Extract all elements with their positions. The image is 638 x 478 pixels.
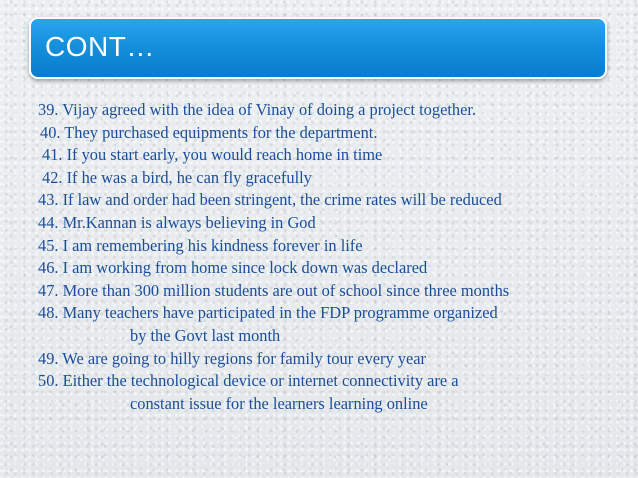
- sentence-43: 43. If law and order had been stringent, the crime rates will be reduced: [38, 190, 502, 210]
- sentence-48-continued: by the Govt last month: [130, 325, 281, 345]
- title-bar: [29, 17, 607, 79]
- sentence-50: 50. Either the technological device or internet connectivity are a: [38, 371, 459, 391]
- sentence-46: 46. I am working from home since lock down was declared: [38, 258, 428, 278]
- sentence-39: 39. Vijay agreed with the idea of Vinay of doing a project together.: [38, 100, 477, 119]
- sentence-42: 42. If he was a bird, he can fly gracefully: [42, 167, 312, 187]
- sentence-50-continued: constant issue for the learners learning online: [130, 393, 428, 413]
- sentence-47: 47. More than 300 million students are out of school since three months: [38, 280, 510, 300]
- slide-title: CONT…: [45, 31, 155, 62]
- sentence-41: 41. If you start early, you would reach home in time: [42, 145, 383, 165]
- sentence-40: 40. They purchased equipments for the department.: [40, 122, 378, 142]
- sentence-49: 49. We are going to hilly regions for family tour every year: [38, 348, 426, 368]
- sentence-48: 48. Many teachers have participated in the FDP programme organized: [38, 303, 498, 323]
- sentence-list: [38, 99, 618, 415]
- sentence-44: 44. Mr.Kannan is always believing in God: [38, 212, 316, 232]
- sentence-45: 45. I am remembering his kindness forever in life: [38, 235, 363, 255]
